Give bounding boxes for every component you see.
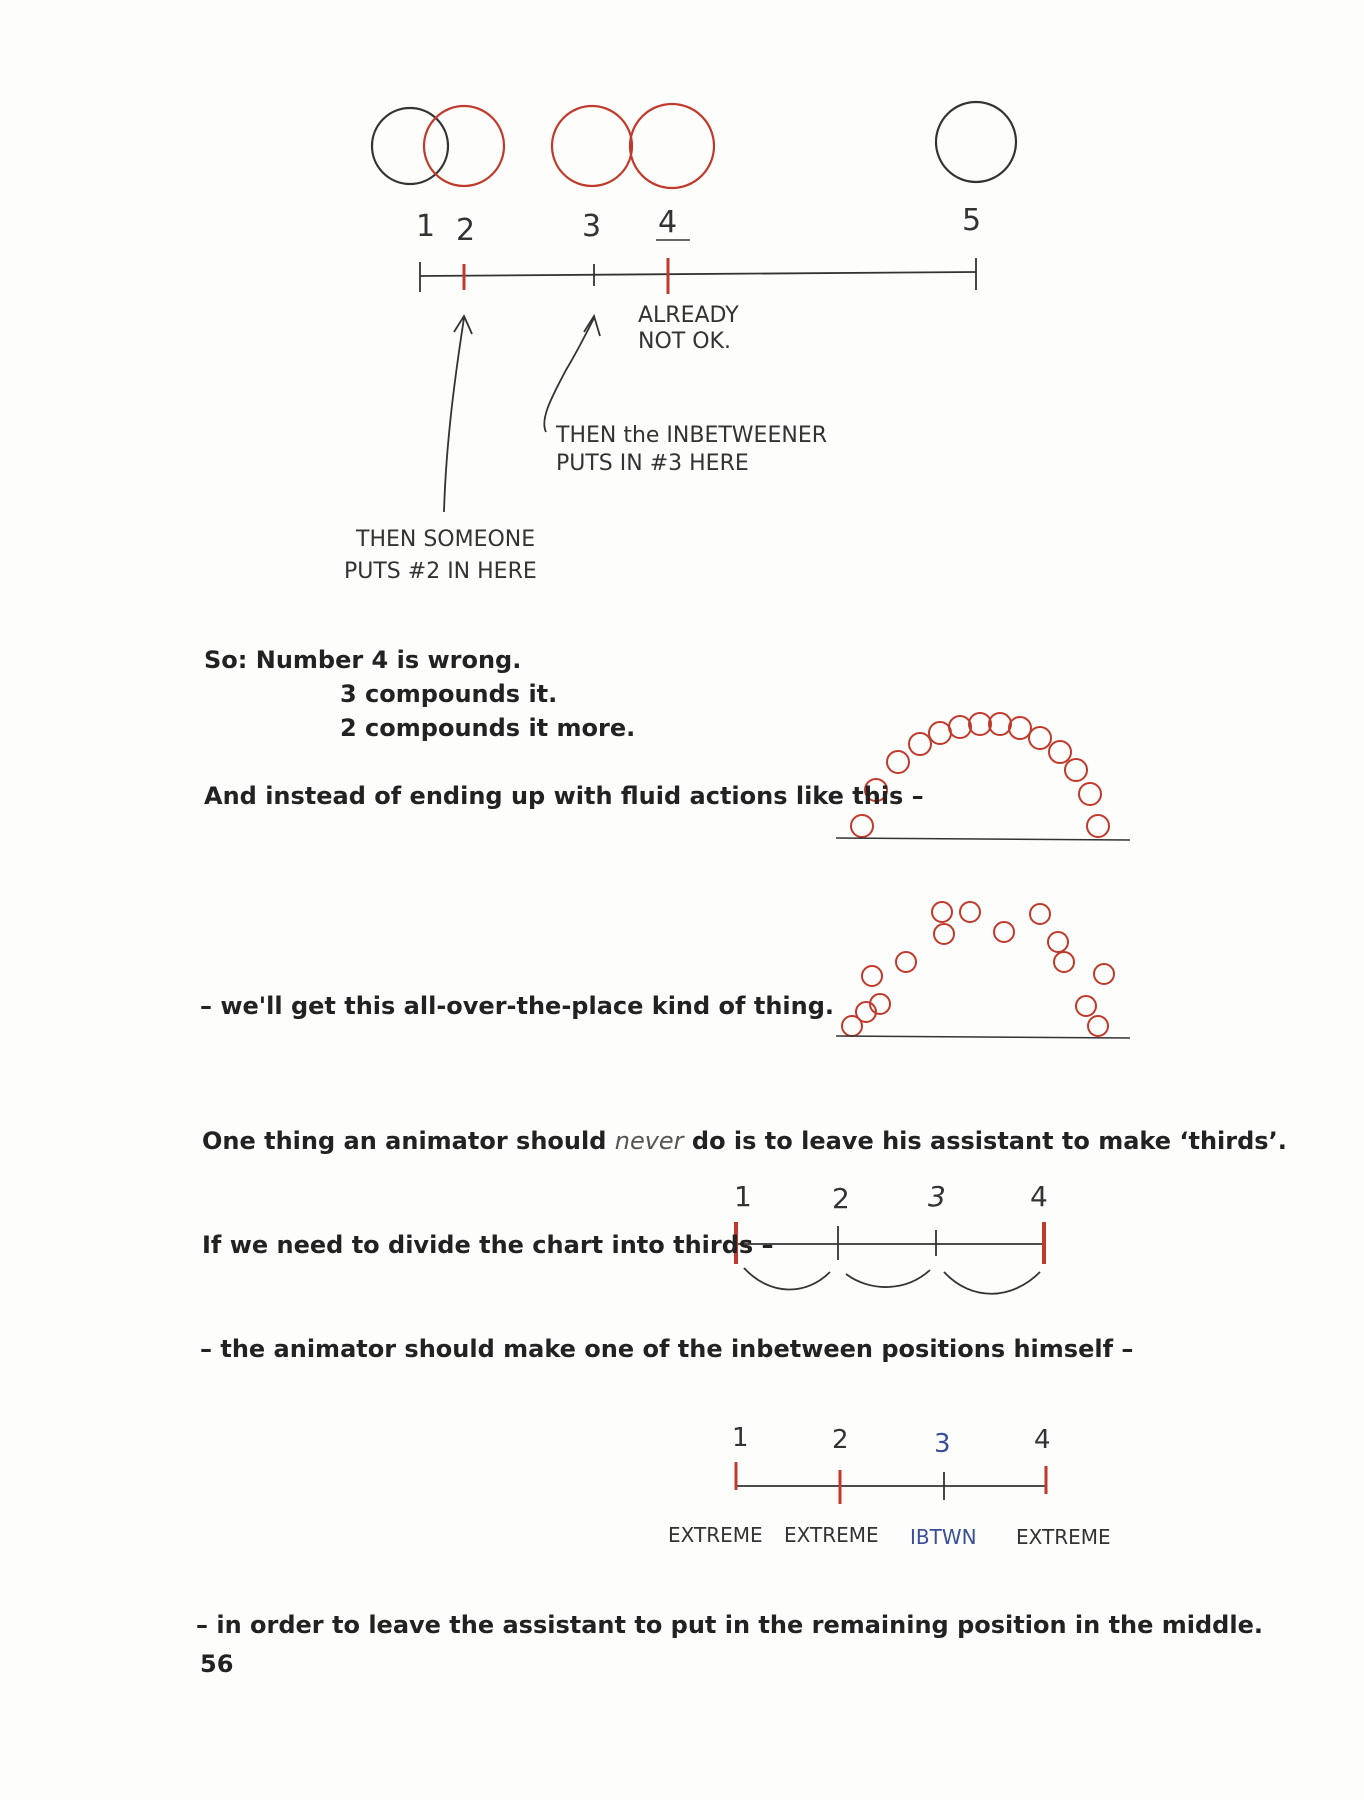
circle-2 bbox=[424, 106, 504, 186]
text-animator-makes: – the animator should make one of the inbetween positions himself – bbox=[200, 1335, 1134, 1363]
note-someone-line2: PUTS #2 IN HERE bbox=[344, 559, 537, 584]
extremes-label-2: 2 bbox=[832, 1425, 849, 1455]
figure1-labels bbox=[416, 203, 981, 248]
text-number4-wrong: So: Number 4 is wrong. bbox=[204, 646, 522, 674]
fig1-label-4: 4 bbox=[658, 205, 678, 240]
thirds-label-4: 4 bbox=[1030, 1180, 1048, 1213]
page-number: 56 bbox=[200, 1650, 234, 1678]
note-already-line2: NOT OK. bbox=[638, 329, 731, 354]
text-thirds-a: One thing an animator should bbox=[202, 1127, 615, 1155]
messy-arc bbox=[842, 902, 1114, 1036]
fig1-label-3: 3 bbox=[582, 209, 602, 244]
extremes-label-3: 3 bbox=[934, 1429, 951, 1459]
fluid-arc bbox=[851, 713, 1109, 837]
text-2-compounds: 2 compounds it more. bbox=[340, 714, 636, 742]
extremes-label-1: 1 bbox=[732, 1423, 749, 1453]
circle-4 bbox=[630, 104, 714, 188]
note-inbetweener-line1: THEN the INBETWEENER bbox=[556, 423, 828, 448]
messy-ground bbox=[836, 1036, 1130, 1038]
text-all-over-place: – we'll get this all-over-the-place kind of thing. bbox=[200, 992, 835, 1020]
figure1-timeline bbox=[420, 258, 976, 292]
chart-extremes-captions bbox=[668, 1523, 1111, 1549]
chart-thirds-labels bbox=[734, 1180, 1048, 1215]
chart-thirds-line bbox=[736, 1226, 1044, 1294]
chart-extremes-line bbox=[736, 1472, 1046, 1500]
text-remaining-position: – in order to leave the assistant to put in the remaining position in the middle. bbox=[196, 1611, 1263, 1639]
text-never: never bbox=[614, 1127, 684, 1155]
fig1-label-1: 1 bbox=[416, 209, 436, 244]
note-inbetweener-line2: PUTS IN #3 HERE bbox=[556, 451, 749, 476]
text-thirds-warning bbox=[202, 1126, 1287, 1156]
circle-1 bbox=[372, 108, 448, 184]
extremes-caption-2: EXTREME bbox=[784, 1523, 879, 1547]
note-someone-line1: THEN SOMEONE bbox=[356, 527, 536, 552]
text-fluid-actions: And instead of ending up with fluid actions like this – bbox=[204, 782, 924, 810]
thirds-label-1: 1 bbox=[734, 1180, 752, 1213]
extremes-caption-3: IBTWN bbox=[910, 1525, 977, 1549]
circle-3 bbox=[552, 106, 632, 186]
circle-5 bbox=[936, 102, 1016, 182]
chart-extremes-labels bbox=[732, 1423, 1051, 1459]
thirds-label-2: 2 bbox=[832, 1182, 850, 1215]
figure1-notes bbox=[344, 303, 827, 584]
extremes-caption-1: EXTREME bbox=[668, 1523, 763, 1547]
fluid-ground bbox=[836, 838, 1130, 840]
text-thirds-b: do is to leave his assistant to make ‘thirds’. bbox=[683, 1127, 1287, 1155]
figure1-circles bbox=[372, 102, 1016, 188]
note-already-line1: ALREADY bbox=[638, 303, 739, 328]
text-divide-thirds: If we need to divide the chart into thirds – bbox=[202, 1231, 774, 1259]
thirds-label-3: 3 bbox=[928, 1180, 946, 1213]
figure1-arrows bbox=[444, 316, 600, 512]
extremes-label-4: 4 bbox=[1034, 1425, 1051, 1455]
fig1-label-5: 5 bbox=[962, 203, 982, 238]
extremes-caption-4: EXTREME bbox=[1016, 1525, 1111, 1549]
fig1-label-2: 2 bbox=[456, 213, 476, 248]
text-3-compounds: 3 compounds it. bbox=[340, 680, 558, 708]
